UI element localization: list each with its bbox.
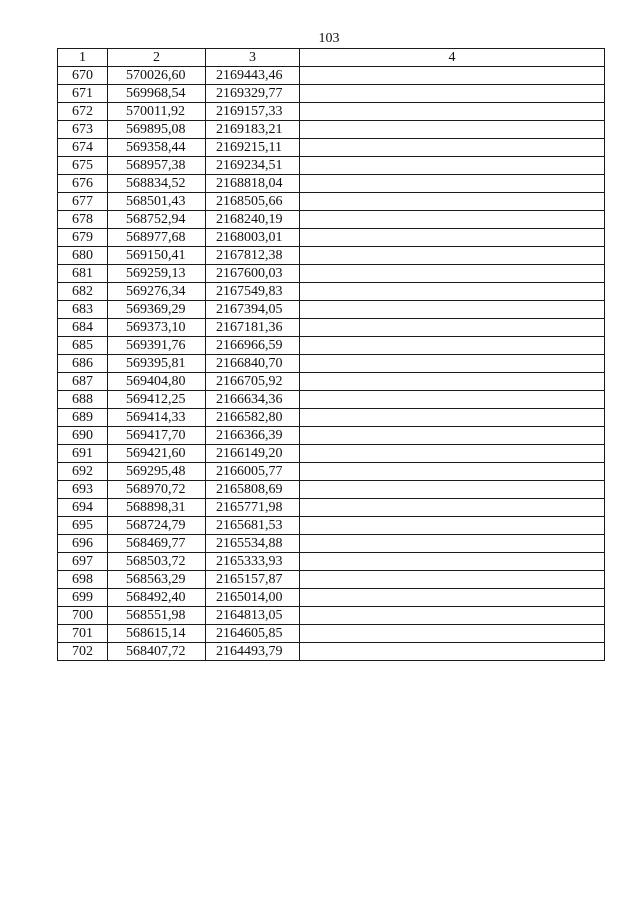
x-coordinate-cell: 569395,81 <box>108 355 206 373</box>
coordinates-table <box>57 48 605 661</box>
note-cell <box>300 175 605 193</box>
point-number-cell: 685 <box>58 337 108 355</box>
note-cell <box>300 67 605 85</box>
point-number-cell: 674 <box>58 139 108 157</box>
point-number-cell: 686 <box>58 355 108 373</box>
note-cell <box>300 517 605 535</box>
x-coordinate-cell: 568407,72 <box>108 643 206 661</box>
point-number-cell: 689 <box>58 409 108 427</box>
table-row <box>58 121 605 139</box>
x-coordinate-cell: 569369,29 <box>108 301 206 319</box>
x-coordinate-cell: 569358,44 <box>108 139 206 157</box>
note-cell <box>300 301 605 319</box>
x-coordinate-cell: 569895,08 <box>108 121 206 139</box>
table-row <box>58 373 605 391</box>
column-header-3: 3 <box>206 49 300 67</box>
y-coordinate-cell: 2169234,51 <box>206 157 300 175</box>
note-cell <box>300 607 605 625</box>
table-row <box>58 643 605 661</box>
table-row <box>58 283 605 301</box>
point-number-cell: 692 <box>58 463 108 481</box>
y-coordinate-cell: 2167812,38 <box>206 247 300 265</box>
y-coordinate-cell: 2167549,83 <box>206 283 300 301</box>
note-cell <box>300 625 605 643</box>
x-coordinate-cell: 569150,41 <box>108 247 206 265</box>
point-number-cell: 679 <box>58 229 108 247</box>
note-cell <box>300 391 605 409</box>
y-coordinate-cell: 2168003,01 <box>206 229 300 247</box>
point-number-cell: 695 <box>58 517 108 535</box>
table-row <box>58 391 605 409</box>
table-row <box>58 157 605 175</box>
point-number-cell: 682 <box>58 283 108 301</box>
x-coordinate-cell: 568898,31 <box>108 499 206 517</box>
point-number-cell: 683 <box>58 301 108 319</box>
y-coordinate-cell: 2169329,77 <box>206 85 300 103</box>
x-coordinate-cell: 568503,72 <box>108 553 206 571</box>
note-cell <box>300 643 605 661</box>
note-cell <box>300 553 605 571</box>
note-cell <box>300 499 605 517</box>
table-row <box>58 589 605 607</box>
point-number-cell: 684 <box>58 319 108 337</box>
x-coordinate-cell: 569421,60 <box>108 445 206 463</box>
x-coordinate-cell: 569373,10 <box>108 319 206 337</box>
note-cell <box>300 355 605 373</box>
note-cell <box>300 427 605 445</box>
y-coordinate-cell: 2165534,88 <box>206 535 300 553</box>
y-coordinate-cell: 2165681,53 <box>206 517 300 535</box>
note-cell <box>300 589 605 607</box>
note-cell <box>300 247 605 265</box>
point-number-cell: 681 <box>58 265 108 283</box>
y-coordinate-cell: 2166582,80 <box>206 409 300 427</box>
x-coordinate-cell: 568834,52 <box>108 175 206 193</box>
table-row <box>58 535 605 553</box>
point-number-cell: 701 <box>58 625 108 643</box>
point-number-cell: 691 <box>58 445 108 463</box>
x-coordinate-cell: 569404,80 <box>108 373 206 391</box>
x-coordinate-cell: 569259,13 <box>108 265 206 283</box>
x-coordinate-cell: 569276,34 <box>108 283 206 301</box>
table-body <box>58 67 605 661</box>
y-coordinate-cell: 2166840,70 <box>206 355 300 373</box>
note-cell <box>300 535 605 553</box>
y-coordinate-cell: 2168240,19 <box>206 211 300 229</box>
note-cell <box>300 193 605 211</box>
x-coordinate-cell: 568563,29 <box>108 571 206 589</box>
note-cell <box>300 337 605 355</box>
point-number-cell: 687 <box>58 373 108 391</box>
x-coordinate-cell: 569968,54 <box>108 85 206 103</box>
table-row <box>58 625 605 643</box>
note-cell <box>300 445 605 463</box>
point-number-cell: 698 <box>58 571 108 589</box>
y-coordinate-cell: 2167394,05 <box>206 301 300 319</box>
note-cell <box>300 211 605 229</box>
x-coordinate-cell: 570011,92 <box>108 103 206 121</box>
y-coordinate-cell: 2165808,69 <box>206 481 300 499</box>
y-coordinate-cell: 2169215,11 <box>206 139 300 157</box>
x-coordinate-cell: 568724,79 <box>108 517 206 535</box>
table-row <box>58 337 605 355</box>
note-cell <box>300 103 605 121</box>
table-row <box>58 103 605 121</box>
table-row <box>58 193 605 211</box>
x-coordinate-cell: 568551,98 <box>108 607 206 625</box>
y-coordinate-cell: 2169183,21 <box>206 121 300 139</box>
table-row <box>58 517 605 535</box>
y-coordinate-cell: 2166149,20 <box>206 445 300 463</box>
point-number-cell: 697 <box>58 553 108 571</box>
x-coordinate-cell: 569295,48 <box>108 463 206 481</box>
y-coordinate-cell: 2168818,04 <box>206 175 300 193</box>
table-row <box>58 571 605 589</box>
x-coordinate-cell: 568752,94 <box>108 211 206 229</box>
x-coordinate-cell: 569391,76 <box>108 337 206 355</box>
note-cell <box>300 229 605 247</box>
x-coordinate-cell: 568469,77 <box>108 535 206 553</box>
y-coordinate-cell: 2166005,77 <box>206 463 300 481</box>
y-coordinate-cell: 2164605,85 <box>206 625 300 643</box>
point-number-cell: 677 <box>58 193 108 211</box>
point-number-cell: 675 <box>58 157 108 175</box>
point-number-cell: 702 <box>58 643 108 661</box>
point-number-cell: 678 <box>58 211 108 229</box>
x-coordinate-cell: 570026,60 <box>108 67 206 85</box>
x-coordinate-cell: 569412,25 <box>108 391 206 409</box>
x-coordinate-cell: 568970,72 <box>108 481 206 499</box>
y-coordinate-cell: 2165771,98 <box>206 499 300 517</box>
note-cell <box>300 571 605 589</box>
table-row <box>58 481 605 499</box>
y-coordinate-cell: 2164813,05 <box>206 607 300 625</box>
table-row <box>58 319 605 337</box>
table-row <box>58 229 605 247</box>
point-number-cell: 680 <box>58 247 108 265</box>
y-coordinate-cell: 2166966,59 <box>206 337 300 355</box>
table-row <box>58 355 605 373</box>
note-cell <box>300 409 605 427</box>
table-row <box>58 175 605 193</box>
y-coordinate-cell: 2166366,39 <box>206 427 300 445</box>
y-coordinate-cell: 2169443,46 <box>206 67 300 85</box>
point-number-cell: 676 <box>58 175 108 193</box>
table-row <box>58 301 605 319</box>
note-cell <box>300 139 605 157</box>
x-coordinate-cell: 568501,43 <box>108 193 206 211</box>
point-number-cell: 688 <box>58 391 108 409</box>
y-coordinate-cell: 2165157,87 <box>206 571 300 589</box>
point-number-cell: 672 <box>58 103 108 121</box>
x-coordinate-cell: 568615,14 <box>108 625 206 643</box>
table-row <box>58 211 605 229</box>
y-coordinate-cell: 2168505,66 <box>206 193 300 211</box>
table-row <box>58 247 605 265</box>
x-coordinate-cell: 569417,70 <box>108 427 206 445</box>
table-header-row <box>58 49 605 67</box>
table-row <box>58 409 605 427</box>
column-header-1: 1 <box>58 49 108 67</box>
note-cell <box>300 481 605 499</box>
note-cell <box>300 121 605 139</box>
point-number-cell: 673 <box>58 121 108 139</box>
column-header-4: 4 <box>300 49 605 67</box>
table-row <box>58 427 605 445</box>
note-cell <box>300 373 605 391</box>
point-number-cell: 700 <box>58 607 108 625</box>
point-number-cell: 670 <box>58 67 108 85</box>
page-number: 103 <box>318 31 340 46</box>
point-number-cell: 690 <box>58 427 108 445</box>
point-number-cell: 671 <box>58 85 108 103</box>
note-cell <box>300 85 605 103</box>
note-cell <box>300 265 605 283</box>
table-row <box>58 445 605 463</box>
point-number-cell: 693 <box>58 481 108 499</box>
note-cell <box>300 463 605 481</box>
y-coordinate-cell: 2165333,93 <box>206 553 300 571</box>
table-row <box>58 67 605 85</box>
x-coordinate-cell: 568977,68 <box>108 229 206 247</box>
x-coordinate-cell: 569414,33 <box>108 409 206 427</box>
table-row <box>58 607 605 625</box>
y-coordinate-cell: 2167600,03 <box>206 265 300 283</box>
column-header-2: 2 <box>108 49 206 67</box>
y-coordinate-cell: 2166634,36 <box>206 391 300 409</box>
table-row <box>58 499 605 517</box>
y-coordinate-cell: 2165014,00 <box>206 589 300 607</box>
y-coordinate-cell: 2169157,33 <box>206 103 300 121</box>
point-number-cell: 699 <box>58 589 108 607</box>
x-coordinate-cell: 568957,38 <box>108 157 206 175</box>
note-cell <box>300 157 605 175</box>
note-cell <box>300 319 605 337</box>
table-row <box>58 265 605 283</box>
x-coordinate-cell: 568492,40 <box>108 589 206 607</box>
y-coordinate-cell: 2164493,79 <box>206 643 300 661</box>
point-number-cell: 694 <box>58 499 108 517</box>
point-number-cell: 696 <box>58 535 108 553</box>
y-coordinate-cell: 2166705,92 <box>206 373 300 391</box>
table-row <box>58 85 605 103</box>
note-cell <box>300 283 605 301</box>
table-row <box>58 463 605 481</box>
table-row <box>58 139 605 157</box>
y-coordinate-cell: 2167181,36 <box>206 319 300 337</box>
table-row <box>58 553 605 571</box>
